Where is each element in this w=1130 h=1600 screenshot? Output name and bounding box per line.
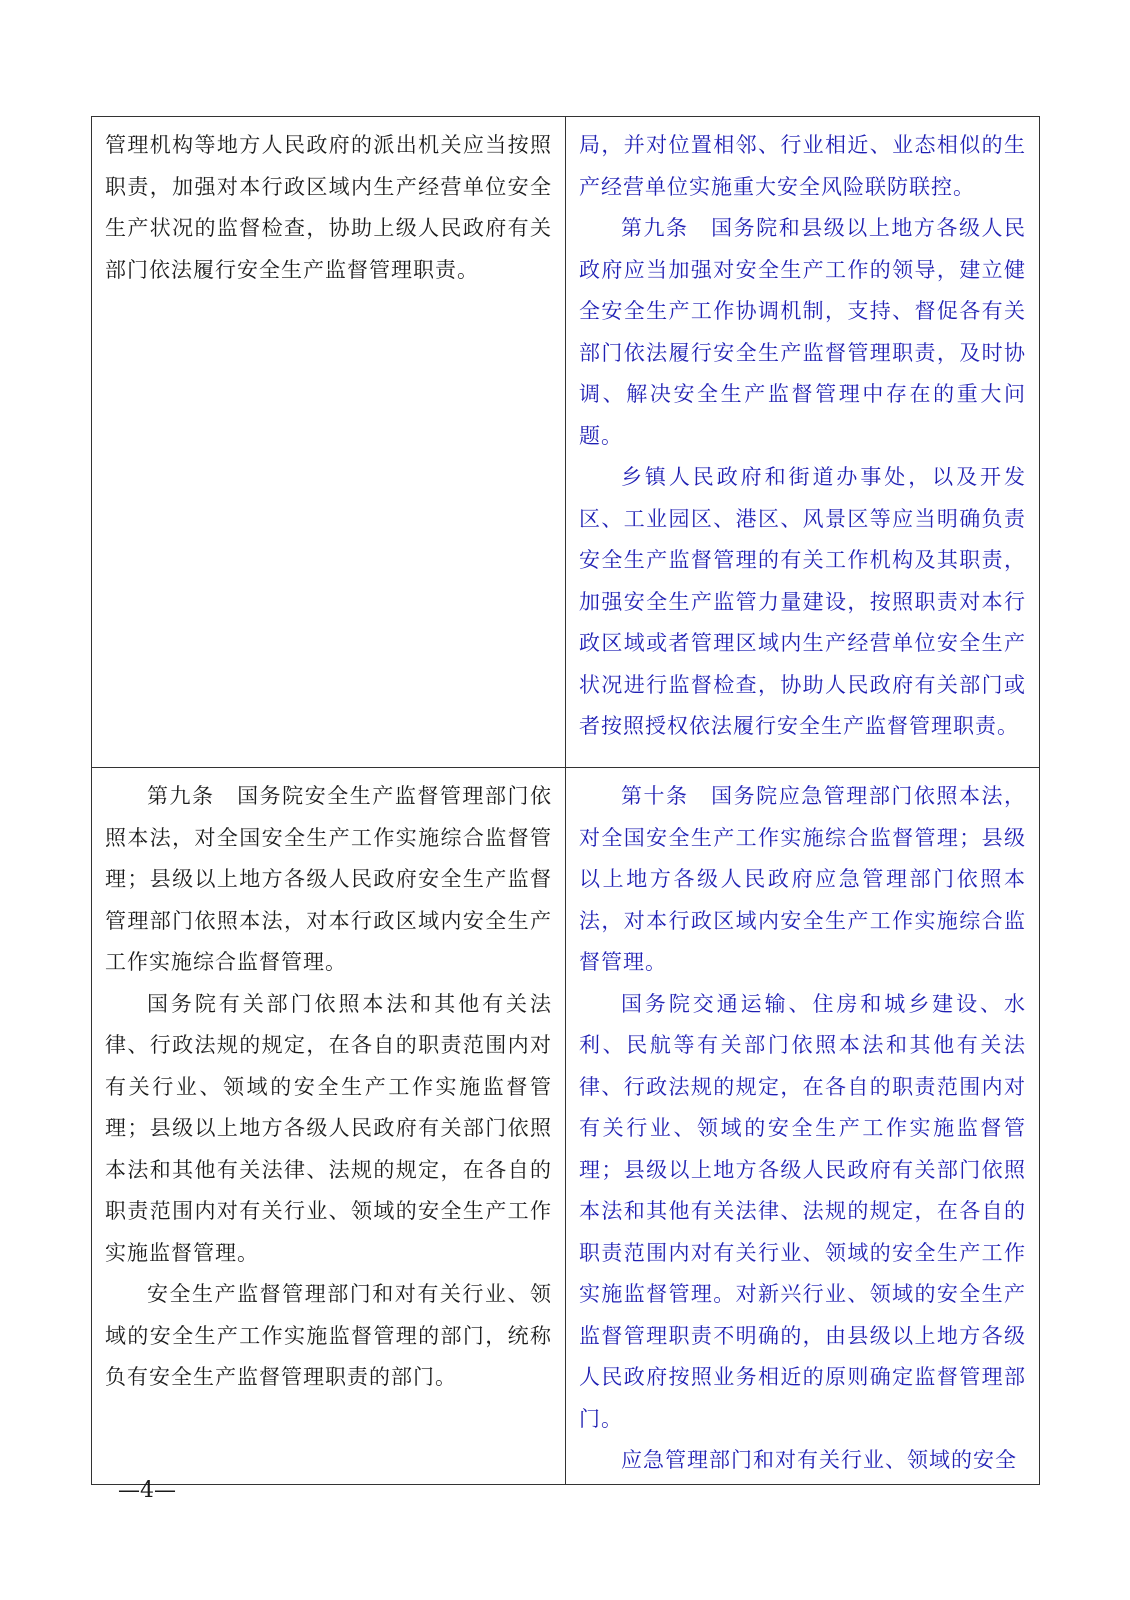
old-text-cell [92, 768, 566, 1485]
old-text-cell [92, 117, 566, 768]
new-paragraph: 第十条 国务院应急管理部门依照本法，对全国安全生产工作实施综合监督管理；县级以上地方各级人民政府应急管理部门依照本法，对本行政区域内安全生产工作实施综合监督管理。 [579, 784, 1026, 974]
new-paragraph: 国务院交通运输、住房和城乡建设、水利、民航等有关部门依照本法和其他有关法律、行政法规的规定，在各自的职责范围内对有关行业、领域的安全生产工作实施监督管理；县级以上地方各级人民政府有关部门依照本法和其他有关法律、法规的规定，在各自的职责范围内对有关行业、领域的安全生产工作实施监督管理。对新兴行业、领域的安全生产监督管理职责不明确的，由县级以上地方各级人民政府按照业务相近的原则确定监督管理部门。 [579, 991, 1026, 1431]
old-paragraph: 国务院有关部门依照本法和其他有关法律、行政法规的规定，在各自的职责范围内对有关行业、领域的安全生产工作实施监督管理；县级以上地方各级人民政府有关部门依照本法和其他有关法律、法规的规定，在各自的职责范围内对有关行业、领域的安全生产工作实施监督管理。 [105, 991, 552, 1265]
new-paragraph: 应急管理部门和对有关行业、领域的安全 [621, 1448, 1017, 1472]
old-paragraph: 第九条 国务院安全生产监督管理部门依照本法，对全国安全生产工作实施综合监督管理；县级以上地方各级人民政府安全生产监督管理部门依照本法，对本行政区域内安全生产工作实施综合监督管理。 [105, 784, 552, 974]
new-text-cell [566, 768, 1040, 1485]
new-paragraph: 乡镇人民政府和街道办事处，以及开发区、工业园区、港区、风景区等应当明确负责安全生产监督管理的有关工作机构及其职责，加强安全生产监管力量建设，按照职责对本行政区域或者管理区域内生产经营单位安全生产状况进行监督检查，协助人民政府有关部门或者按照授权依法履行安全生产监督管理职责。 [579, 465, 1026, 738]
comparison-table [91, 116, 1040, 1485]
old-paragraph: 管理机构等地方人民政府的派出机关应当按照职责，加强对本行政区域内生产经营单位安全生产状况的监督检查，协助上级人民政府有关部门依法履行安全生产监督管理职责。 [105, 133, 552, 282]
old-paragraph: 安全生产监督管理部门和对有关行业、领域的安全生产工作实施监督管理的部门，统称负有安全生产监督管理职责的部门。 [105, 1282, 552, 1389]
new-text-cell [566, 117, 1040, 768]
table-row [92, 768, 1040, 1485]
table-row [92, 117, 1040, 768]
new-paragraph: 局，并对位置相邻、行业相近、业态相似的生产经营单位实施重大安全风险联防联控。 [579, 133, 1026, 199]
new-paragraph: 第九条 国务院和县级以上地方各级人民政府应当加强对安全生产工作的领导，建立健全安全生产工作协调机制，支持、督促各有关部门依法履行安全生产监督管理职责，及时协调、解决安全生产监督管理中存在的重大问题。 [579, 216, 1026, 448]
page-number: —4— [118, 1478, 176, 1503]
